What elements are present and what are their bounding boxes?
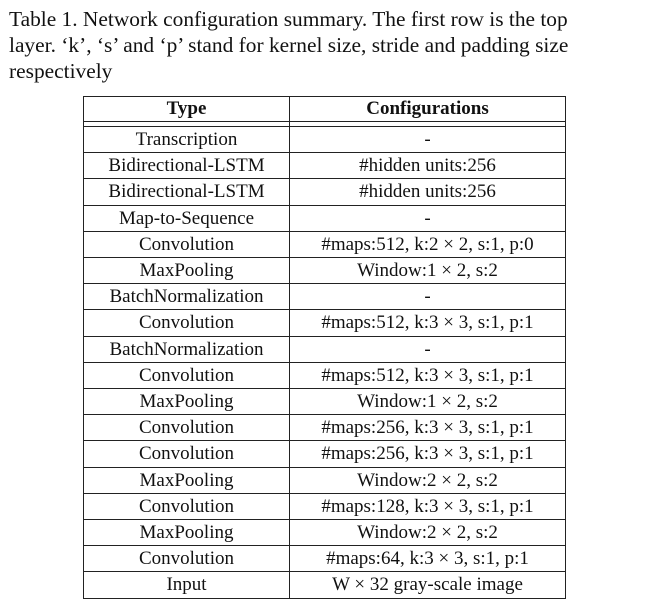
table-row <box>84 179 566 205</box>
table-row <box>84 153 566 179</box>
cell-type: Map-to-Sequence <box>84 205 290 231</box>
table-row <box>84 441 566 467</box>
cell-config: #maps:128, k:3 × 3, s:1, p:1 <box>290 493 566 519</box>
cell-type: Bidirectional-LSTM <box>84 179 290 205</box>
table-caption <box>9 6 641 84</box>
cell-type: Convolution <box>84 362 290 388</box>
cell-config: Window:1 × 2, s:2 <box>290 389 566 415</box>
caption-line: layer. ‘k’, ‘s’ and ‘p’ stand for kernel size, stride and padding size <box>9 33 569 57</box>
cell-type: Convolution <box>84 546 290 572</box>
cell-config: #maps:512, k:3 × 3, s:1, p:1 <box>290 362 566 388</box>
caption-line: Table 1. Network configuration summary. The first row is the top <box>9 7 568 31</box>
table-row <box>84 310 566 336</box>
cell-type: Convolution <box>84 493 290 519</box>
table-body <box>84 127 566 599</box>
table-row <box>84 127 566 153</box>
table-row <box>84 467 566 493</box>
cell-type: Convolution <box>84 441 290 467</box>
table-row <box>84 415 566 441</box>
caption-line: respectively <box>9 59 113 83</box>
table-row <box>84 389 566 415</box>
cell-type: MaxPooling <box>84 520 290 546</box>
cell-config: #hidden units:256 <box>290 153 566 179</box>
cell-config: - <box>290 127 566 153</box>
cell-config: #maps:64, k:3 × 3, s:1, p:1 <box>290 546 566 572</box>
header-type: Type <box>84 97 290 122</box>
table-row <box>84 258 566 284</box>
cell-type: Input <box>84 572 290 598</box>
cell-config: Window:2 × 2, s:2 <box>290 520 566 546</box>
cell-config: Window:1 × 2, s:2 <box>290 258 566 284</box>
cell-type: Convolution <box>84 231 290 257</box>
cell-type: MaxPooling <box>84 467 290 493</box>
cell-config: - <box>290 284 566 310</box>
cell-config: - <box>290 205 566 231</box>
table-row <box>84 362 566 388</box>
cell-type: MaxPooling <box>84 258 290 284</box>
header-configurations: Configurations <box>290 97 566 122</box>
table-row <box>84 284 566 310</box>
cell-type: Transcription <box>84 127 290 153</box>
cell-config: #maps:256, k:3 × 3, s:1, p:1 <box>290 415 566 441</box>
cell-config: #maps:512, k:2 × 2, s:1, p:0 <box>290 231 566 257</box>
table-row <box>84 231 566 257</box>
cell-type: Bidirectional-LSTM <box>84 153 290 179</box>
cell-type: MaxPooling <box>84 389 290 415</box>
cell-type: BatchNormalization <box>84 336 290 362</box>
cell-config: - <box>290 336 566 362</box>
cell-type: Convolution <box>84 310 290 336</box>
cell-config: Window:2 × 2, s:2 <box>290 467 566 493</box>
table-row <box>84 205 566 231</box>
cell-config: #maps:256, k:3 × 3, s:1, p:1 <box>290 441 566 467</box>
table-header-row <box>84 97 566 122</box>
cell-config: W × 32 gray-scale image <box>290 572 566 598</box>
network-config-table <box>83 96 566 599</box>
table-row <box>84 336 566 362</box>
cell-config: #hidden units:256 <box>290 179 566 205</box>
cell-type: BatchNormalization <box>84 284 290 310</box>
cell-config: #maps:512, k:3 × 3, s:1, p:1 <box>290 310 566 336</box>
table-row <box>84 520 566 546</box>
cell-type: Convolution <box>84 415 290 441</box>
table-row <box>84 546 566 572</box>
table-row <box>84 493 566 519</box>
table-row <box>84 572 566 598</box>
